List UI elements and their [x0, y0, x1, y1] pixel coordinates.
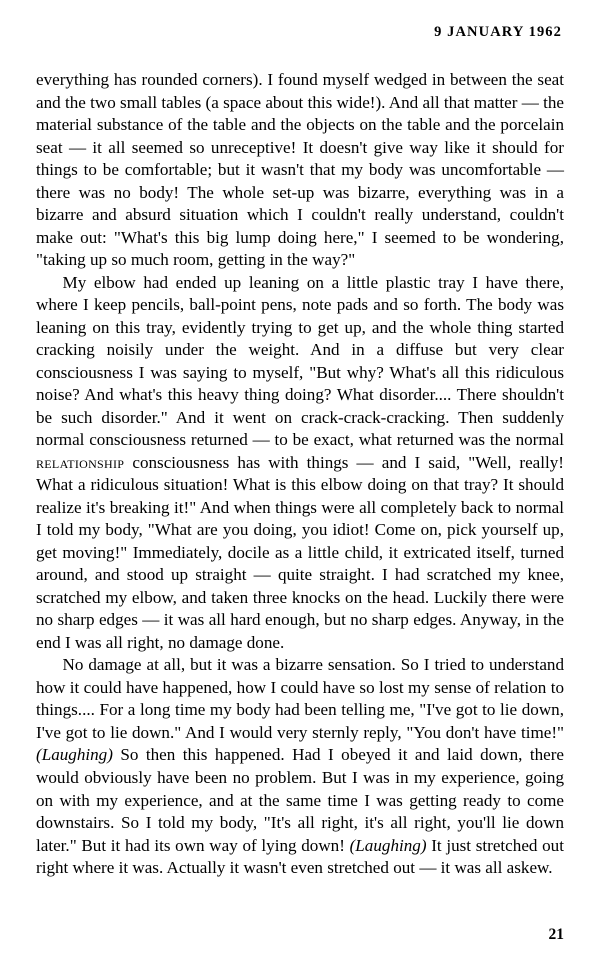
italic-stage-direction: (Laughing)	[349, 835, 427, 855]
page-body-text	[36, 69, 564, 880]
small-caps-run: relationship	[36, 452, 125, 472]
text-run: So then this happened. Had I obeyed it and laid down, there would obviously have been no problem. But I was in my experience, going on with my experience, and at the same time I was getting ready to come downstairs. So I told my body, "It's all right, it's all right, you'll lie down later." But it had its own way of lying down!	[36, 745, 564, 855]
text-run: No damage at all, but it was a bizarre sensation. So I tried to understand how it could have happened, how I could have so lost my sense of relation to things.... For a long time my body had been telling me, "I've got to lie down, I've got to lie down." And I would very sternly reply, "You don't have time!"	[36, 655, 564, 742]
body-paragraph	[36, 69, 564, 272]
text-run: consciousness has with things — and I said, "Well, really! What a ridiculous situation! What is this elbow doing on that tray? It should realize it's breaking it!" And when things were all completely back to normal I told my body, "What are you doing, you idiot! Come on, pick yourself up, get moving!" Immediately, docile as a little child, it extricated itself, turned around, and stood up straight — quite straight. I had scratched my knee, scratched my elbow, and taken three knocks on the head. Luckily there were no sharp edges — it was all hard enough, but no sharp edges. Anyway, in the end I was all right, no damage done.	[36, 452, 564, 652]
page-number: 21	[548, 926, 564, 943]
running-head-date: 9 JANUARY 1962	[434, 24, 562, 40]
body-paragraph	[36, 654, 564, 879]
body-paragraph	[36, 272, 564, 655]
text-run: My elbow had ended up leaning on a little plastic tray I have there, where I keep pencils, ball-point pens, note pads and so forth. The body was leaning on this tray, evidently trying to get up, and the whole thing started cracking noisily under the weight. And in a diffuse but very clear consciousness I was saying to myself, "But why? What's all this ridiculous noise? And what's this heavy thing doing? What disorder.... There shouldn't be such disorder." And it went on crack-crack-cracking. Then suddenly normal consciousness returned — to be exact, what returned was the normal	[36, 272, 564, 450]
italic-stage-direction: (Laughing)	[36, 745, 113, 765]
text-run: everything has rounded corners). I found myself wedged in between the seat and the two small tables (a space about this wide!). And all that matter — the material substance of the table and the objects on the table and the porcelain seat — it all seemed so unreceptive! It doesn't give way like it should for things to be comfortable; but it wasn't that my body was uncomfortable — there was no body! The whole set-up was bizarre, everything was in a bizarre and absurd situation which I couldn't really understand, couldn't make out: "What's this big lump doing here," I seemed to be wondering, "taking up so much room, getting in the way?"	[36, 70, 564, 270]
text-run: It just stretched out right where it was. Actually it wasn't even stretched out — it was all askew.	[36, 835, 564, 878]
